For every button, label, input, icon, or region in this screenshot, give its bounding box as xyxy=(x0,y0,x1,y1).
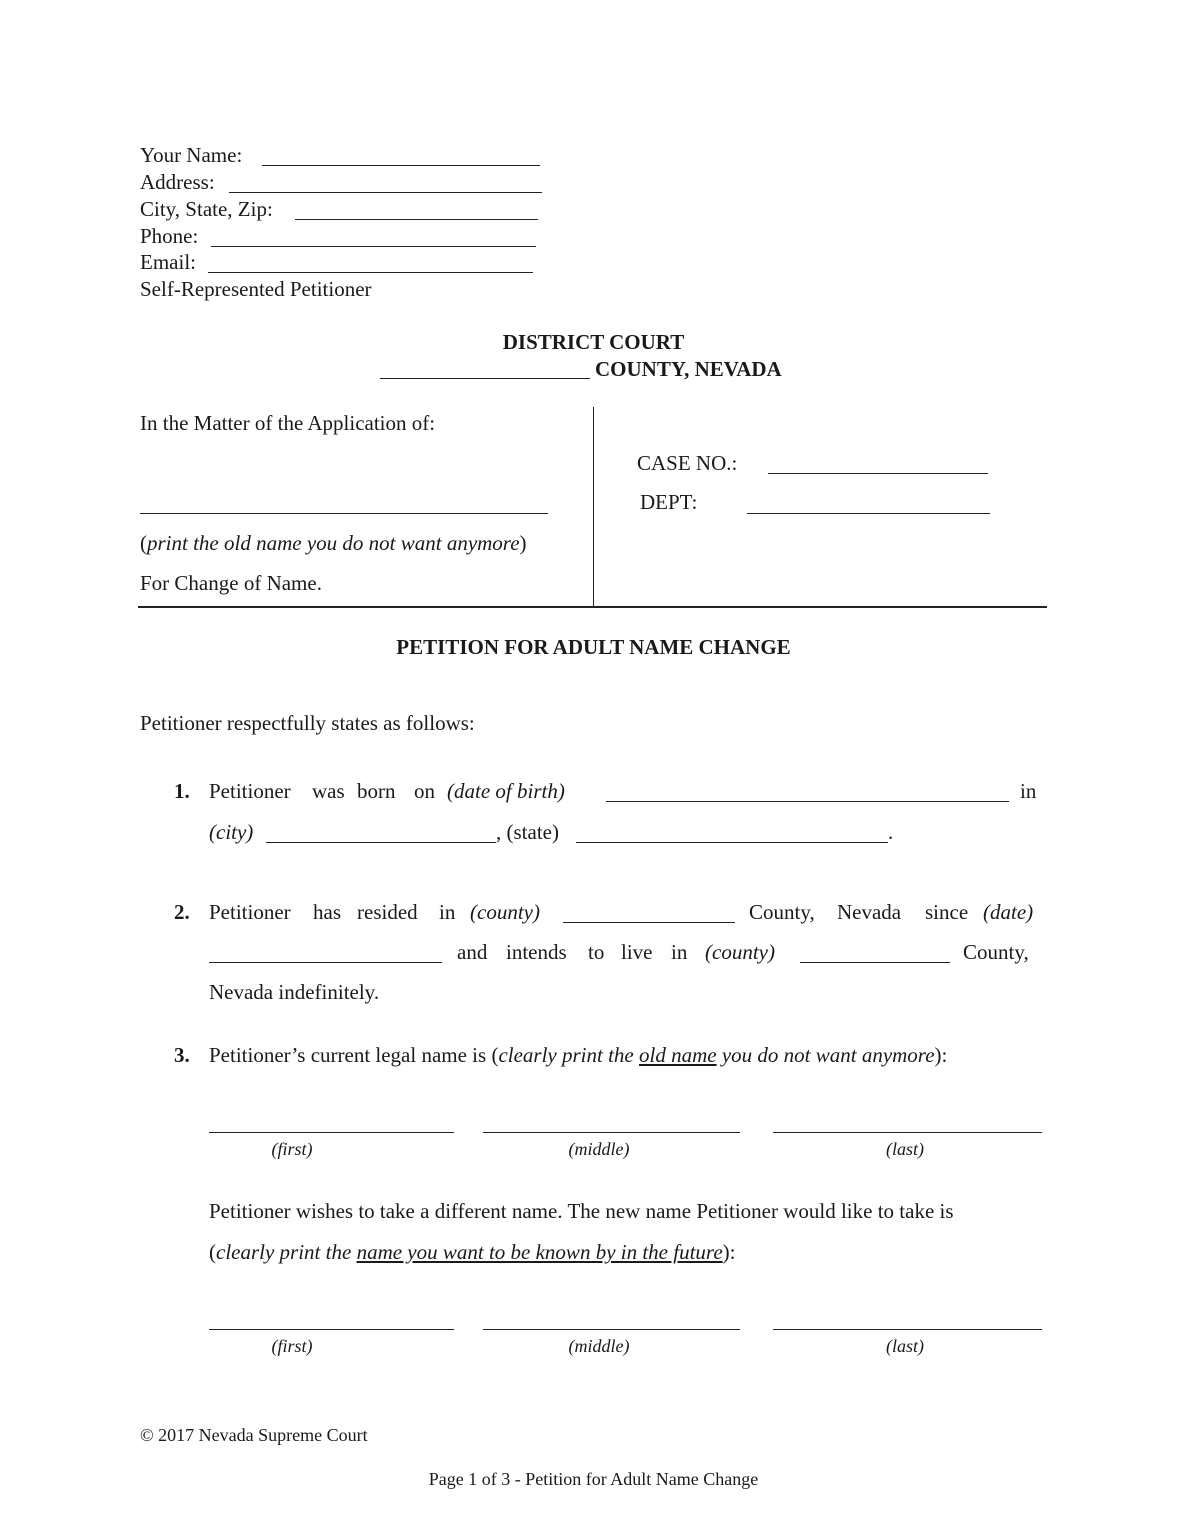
old-name-field[interactable] xyxy=(140,489,556,513)
dob-field[interactable] xyxy=(606,778,1017,802)
dept-field[interactable] xyxy=(747,489,998,513)
birth-state-field[interactable] xyxy=(576,819,896,843)
new-last-field[interactable] xyxy=(773,1305,1050,1329)
item-2-number: 2. xyxy=(174,900,190,924)
old-name-line xyxy=(140,513,548,514)
item-1-word: born xyxy=(357,779,396,803)
new-name-instruction: (clearly print the name you want to be known by in the future): xyxy=(209,1240,736,1264)
dob-label: (date of birth) xyxy=(447,779,565,803)
dept-label: DEPT: xyxy=(640,490,698,514)
new-first-line xyxy=(209,1329,454,1330)
resided-county-label: (county) xyxy=(470,900,540,924)
county-nevada-label: COUNTY, NEVADA xyxy=(595,357,782,381)
city-state-zip-field[interactable] xyxy=(295,196,546,220)
old-last-caption: (last) xyxy=(886,1139,924,1159)
item-1-period: . xyxy=(888,820,894,844)
caption-bottom-rule xyxy=(138,606,1047,608)
address-field[interactable] xyxy=(229,169,550,193)
item-2-word: County, xyxy=(963,940,1029,964)
old-name-note: (print the old name you do not want anymore) xyxy=(140,531,527,555)
item-2-word: since xyxy=(925,900,969,924)
item-2-word: Nevada xyxy=(837,900,902,924)
item-2-word: in xyxy=(439,900,456,924)
item-2-word: live xyxy=(621,940,653,964)
item-2-word: and xyxy=(457,940,488,964)
item-2-word: County, xyxy=(749,900,815,924)
phone-label: Phone: xyxy=(140,224,199,248)
old-last-field[interactable] xyxy=(773,1108,1050,1132)
intro-text: Petitioner respectfully states as follows: xyxy=(140,711,475,735)
item-1-in: in xyxy=(1020,779,1037,803)
since-date-field[interactable] xyxy=(209,939,450,963)
new-middle-line xyxy=(483,1329,740,1330)
current-name-statement: Petitioner’s current legal name is (clearly print the old name you do not want anymore): xyxy=(209,1043,948,1067)
item-2-word: has xyxy=(313,900,341,924)
new-last-caption: (last) xyxy=(886,1336,924,1356)
case-no-field[interactable] xyxy=(768,450,996,474)
live-county-label: (county) xyxy=(705,940,775,964)
old-first-field[interactable] xyxy=(209,1108,462,1132)
address-label: Address: xyxy=(140,170,215,194)
item-3-number: 3. xyxy=(174,1043,190,1067)
new-name-intro: Petitioner wishes to take a different name. The new name Petitioner would like to take is xyxy=(209,1199,954,1223)
old-middle-caption: (middle) xyxy=(568,1139,630,1159)
court-title: DISTRICT COURT xyxy=(502,330,685,354)
your-name-label: Your Name: xyxy=(140,143,243,167)
item-1-word: was xyxy=(312,779,345,803)
self-represented-label: Self-Represented Petitioner xyxy=(140,277,372,301)
caption-divider xyxy=(593,407,594,607)
birth-state-label: , (state) xyxy=(496,820,559,844)
new-first-caption: (first) xyxy=(271,1336,313,1356)
copyright: © 2017 Nevada Supreme Court xyxy=(140,1425,368,1445)
item-1-word: on xyxy=(414,779,435,803)
old-middle-field[interactable] xyxy=(483,1108,748,1132)
county-field[interactable] xyxy=(380,355,598,379)
email-label: Email: xyxy=(140,250,196,274)
since-date-label: (date) xyxy=(983,900,1034,924)
item-2-word: Petitioner xyxy=(209,900,291,924)
phone-field[interactable] xyxy=(211,223,544,247)
your-name-field[interactable] xyxy=(262,142,548,166)
item-2-word: intends xyxy=(506,940,567,964)
item-2-indefinitely: Nevada indefinitely. xyxy=(209,980,380,1004)
case-no-label: CASE NO.: xyxy=(637,451,738,475)
new-middle-caption: (middle) xyxy=(568,1336,630,1356)
live-county-field[interactable] xyxy=(800,939,958,963)
birth-city-label: (city) xyxy=(209,820,254,844)
email-field[interactable] xyxy=(208,249,541,273)
new-last-line xyxy=(773,1329,1042,1330)
dept-line xyxy=(747,513,990,514)
matter-label: In the Matter of the Application of: xyxy=(140,411,436,435)
item-2-word: in xyxy=(671,940,688,964)
item-1-word: Petitioner xyxy=(209,779,291,803)
item-1-number: 1. xyxy=(174,779,190,803)
new-middle-field[interactable] xyxy=(483,1305,748,1329)
item-2-word: to xyxy=(588,940,605,964)
birth-city-field[interactable] xyxy=(266,819,504,843)
resided-county-field[interactable] xyxy=(563,899,743,923)
item-2-word: resided xyxy=(357,900,418,924)
old-first-line xyxy=(209,1132,454,1133)
new-first-field[interactable] xyxy=(209,1305,462,1329)
for-change-label: For Change of Name. xyxy=(140,571,322,595)
page-footer: Page 1 of 3 - Petition for Adult Name Change xyxy=(428,1469,759,1489)
old-last-line xyxy=(773,1132,1042,1133)
old-middle-line xyxy=(483,1132,740,1133)
document-title: PETITION FOR ADULT NAME CHANGE xyxy=(396,635,791,659)
city-state-zip-label: City, State, Zip: xyxy=(140,197,273,221)
old-first-caption: (first) xyxy=(271,1139,313,1159)
